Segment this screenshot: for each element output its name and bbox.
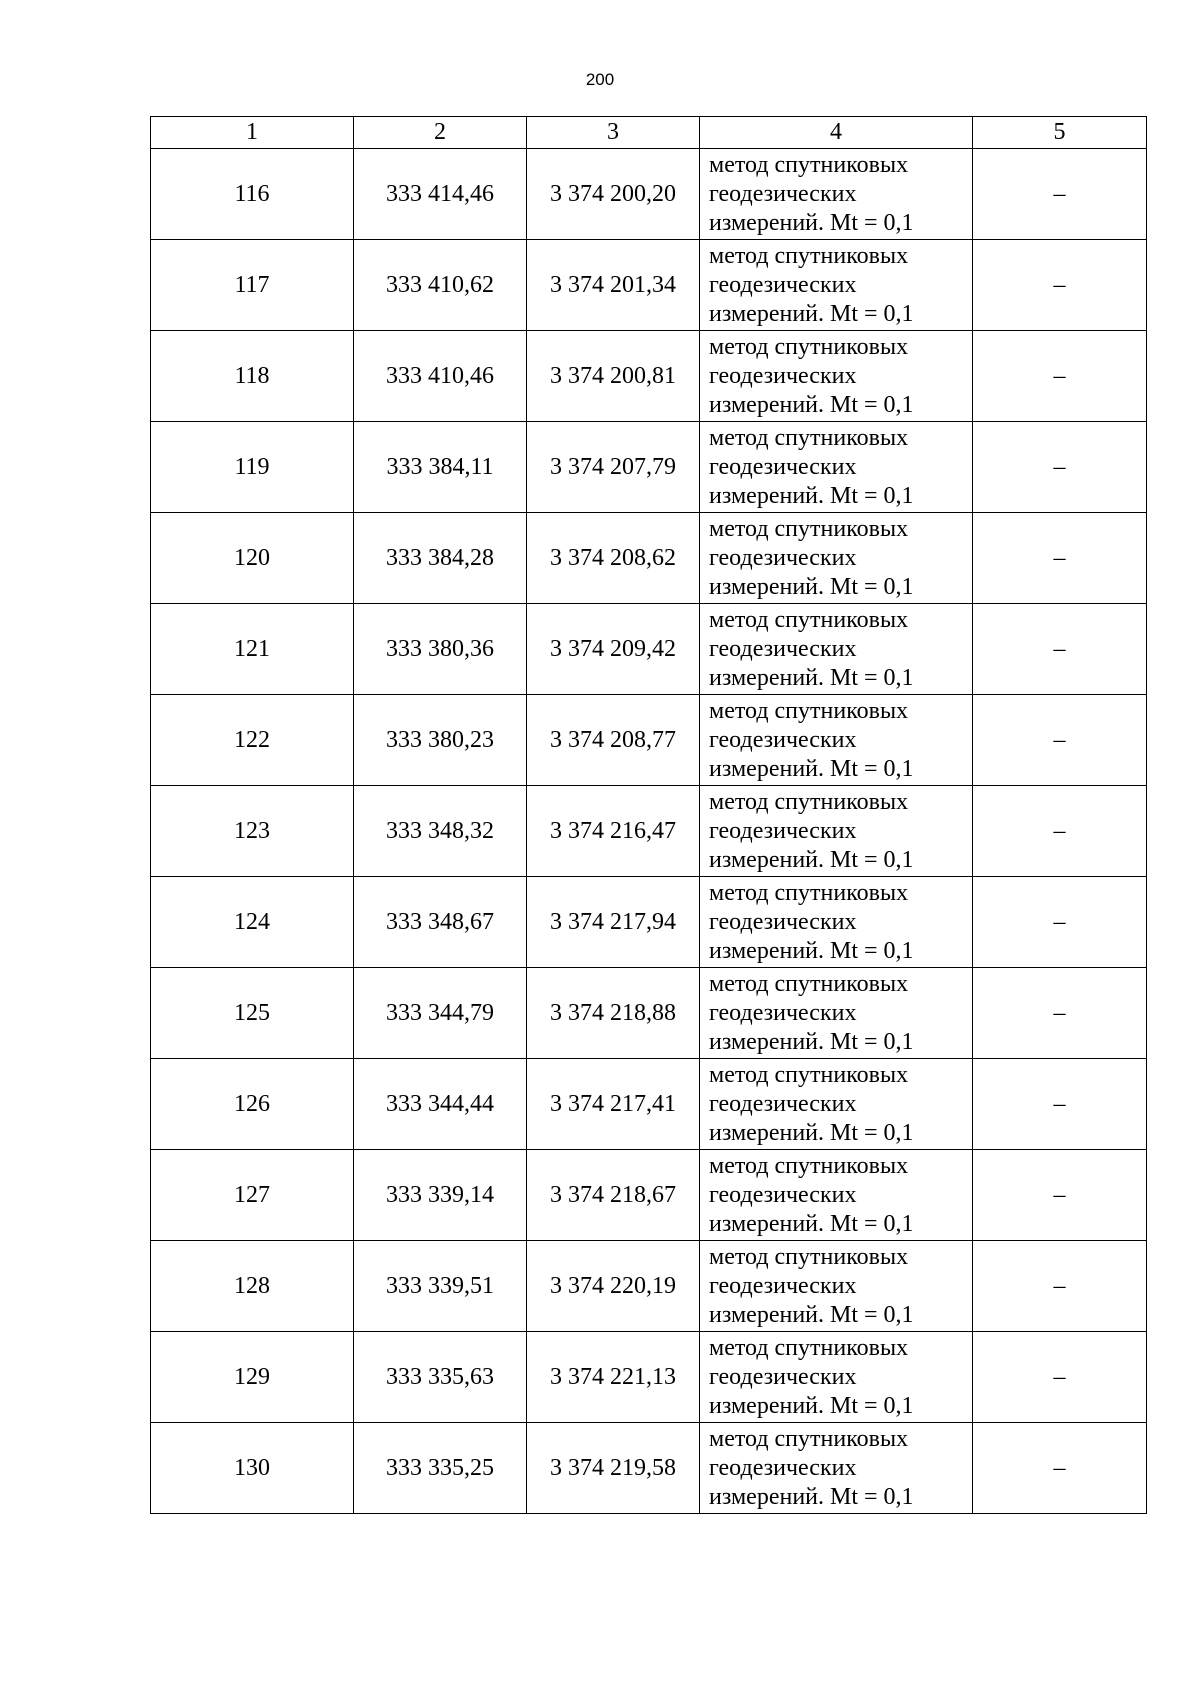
method-line: геодезических <box>709 817 857 844</box>
method-line: геодезических <box>709 271 857 298</box>
note-cell: – <box>973 968 1147 1059</box>
method-line: геодезических <box>709 453 857 480</box>
table-row <box>151 786 1147 877</box>
y-coordinate-cell: 3 374 216,47 <box>527 786 700 877</box>
method-line: метод спутниковых <box>709 515 909 542</box>
x-coordinate-cell: 333 335,25 <box>354 1423 527 1514</box>
y-coordinate-cell: 3 374 218,88 <box>527 968 700 1059</box>
x-coordinate-cell: 333 384,11 <box>354 422 527 513</box>
method-line: метод спутниковых <box>709 970 909 997</box>
y-coordinate-cell: 3 374 200,81 <box>527 331 700 422</box>
column-header-5: 5 <box>973 117 1147 149</box>
table-row <box>151 1150 1147 1241</box>
method-line: метод спутниковых <box>709 1334 909 1361</box>
method-cell <box>700 786 973 877</box>
table-row <box>151 877 1147 968</box>
method-cell <box>700 240 973 331</box>
point-number-cell: 125 <box>151 968 354 1059</box>
point-number-cell: 122 <box>151 695 354 786</box>
x-coordinate-cell: 333 410,62 <box>354 240 527 331</box>
note-cell: – <box>973 331 1147 422</box>
method-line: геодезических <box>709 908 857 935</box>
method-line: метод спутниковых <box>709 1425 909 1452</box>
method-line: измерений. Mt = 0,1 <box>709 482 914 509</box>
point-number-cell: 129 <box>151 1332 354 1423</box>
y-coordinate-cell: 3 374 208,62 <box>527 513 700 604</box>
y-coordinate-cell: 3 374 219,58 <box>527 1423 700 1514</box>
page-number: 200 <box>585 70 615 89</box>
point-number-cell: 116 <box>151 149 354 240</box>
method-line: метод спутниковых <box>709 1061 909 1088</box>
method-line: геодезических <box>709 999 857 1026</box>
table-row <box>151 1241 1147 1332</box>
table-row <box>151 604 1147 695</box>
y-coordinate-cell: 3 374 217,94 <box>527 877 700 968</box>
y-coordinate-cell: 3 374 200,20 <box>527 149 700 240</box>
method-cell <box>700 1059 973 1150</box>
method-line: геодезических <box>709 726 857 753</box>
table-row <box>151 1059 1147 1150</box>
point-number-cell: 126 <box>151 1059 354 1150</box>
note-cell: – <box>973 1150 1147 1241</box>
x-coordinate-cell: 333 344,79 <box>354 968 527 1059</box>
method-line: метод спутниковых <box>709 1243 909 1270</box>
table-body <box>151 149 1147 1514</box>
method-line: измерений. Mt = 0,1 <box>709 937 914 964</box>
method-cell <box>700 1241 973 1332</box>
y-coordinate-cell: 3 374 221,13 <box>527 1332 700 1423</box>
table-row <box>151 331 1147 422</box>
x-coordinate-cell: 333 348,67 <box>354 877 527 968</box>
method-line: метод спутниковых <box>709 424 909 451</box>
note-cell: – <box>973 149 1147 240</box>
method-line: геодезических <box>709 180 857 207</box>
method-cell <box>700 877 973 968</box>
point-number-cell: 121 <box>151 604 354 695</box>
x-coordinate-cell: 333 339,51 <box>354 1241 527 1332</box>
method-line: геодезических <box>709 1363 857 1390</box>
y-coordinate-cell: 3 374 220,19 <box>527 1241 700 1332</box>
x-coordinate-cell: 333 380,36 <box>354 604 527 695</box>
method-line: метод спутниковых <box>709 879 909 906</box>
column-header-2: 2 <box>354 117 527 149</box>
method-line: метод спутниковых <box>709 788 909 815</box>
x-coordinate-cell: 333 348,32 <box>354 786 527 877</box>
method-line: метод спутниковых <box>709 1152 909 1179</box>
method-cell <box>700 695 973 786</box>
y-coordinate-cell: 3 374 208,77 <box>527 695 700 786</box>
x-coordinate-cell: 333 339,14 <box>354 1150 527 1241</box>
y-coordinate-cell: 3 374 209,42 <box>527 604 700 695</box>
method-line: геодезических <box>709 1454 857 1481</box>
method-cell <box>700 513 973 604</box>
point-number-cell: 124 <box>151 877 354 968</box>
method-line: метод спутниковых <box>709 697 909 724</box>
column-header-3: 3 <box>527 117 700 149</box>
method-line: геодезических <box>709 1272 857 1299</box>
point-number-cell: 117 <box>151 240 354 331</box>
note-cell: – <box>973 513 1147 604</box>
method-line: измерений. Mt = 0,1 <box>709 1483 914 1510</box>
note-cell: – <box>973 1059 1147 1150</box>
x-coordinate-cell: 333 410,46 <box>354 331 527 422</box>
table-row <box>151 695 1147 786</box>
y-coordinate-cell: 3 374 207,79 <box>527 422 700 513</box>
table-row <box>151 240 1147 331</box>
table-row <box>151 149 1147 240</box>
method-line: геодезических <box>709 1090 857 1117</box>
method-cell <box>700 1150 973 1241</box>
method-line: метод спутниковых <box>709 242 909 269</box>
x-coordinate-cell: 333 384,28 <box>354 513 527 604</box>
method-line: геодезических <box>709 362 857 389</box>
method-line: измерений. Mt = 0,1 <box>709 664 914 691</box>
table-header-row <box>151 117 1147 149</box>
method-line: измерений. Mt = 0,1 <box>709 755 914 782</box>
method-line: измерений. Mt = 0,1 <box>709 1119 914 1146</box>
point-number-cell: 128 <box>151 1241 354 1332</box>
method-cell <box>700 422 973 513</box>
note-cell: – <box>973 877 1147 968</box>
note-cell: – <box>973 1332 1147 1423</box>
y-coordinate-cell: 3 374 217,41 <box>527 1059 700 1150</box>
method-line: измерений. Mt = 0,1 <box>709 209 914 236</box>
table-row <box>151 1423 1147 1514</box>
note-cell: – <box>973 695 1147 786</box>
method-line: измерений. Mt = 0,1 <box>709 300 914 327</box>
method-line: измерений. Mt = 0,1 <box>709 1392 914 1419</box>
method-cell <box>700 604 973 695</box>
method-line: измерений. Mt = 0,1 <box>709 391 914 418</box>
note-cell: – <box>973 1423 1147 1514</box>
method-line: метод спутниковых <box>709 151 909 178</box>
x-coordinate-cell: 333 335,63 <box>354 1332 527 1423</box>
point-number-cell: 130 <box>151 1423 354 1514</box>
note-cell: – <box>973 786 1147 877</box>
method-line: измерений. Mt = 0,1 <box>709 1210 914 1237</box>
column-header-4: 4 <box>700 117 973 149</box>
table-row <box>151 513 1147 604</box>
method-cell <box>700 1423 973 1514</box>
method-line: измерений. Mt = 0,1 <box>709 1301 914 1328</box>
method-cell <box>700 331 973 422</box>
coordinates-table <box>150 116 1147 1514</box>
method-line: измерений. Mt = 0,1 <box>709 846 914 873</box>
y-coordinate-cell: 3 374 218,67 <box>527 1150 700 1241</box>
method-line: измерений. Mt = 0,1 <box>709 573 914 600</box>
method-cell <box>700 149 973 240</box>
x-coordinate-cell: 333 344,44 <box>354 1059 527 1150</box>
method-line: измерений. Mt = 0,1 <box>709 1028 914 1055</box>
method-line: геодезических <box>709 1181 857 1208</box>
point-number-cell: 127 <box>151 1150 354 1241</box>
point-number-cell: 118 <box>151 331 354 422</box>
column-header-1: 1 <box>151 117 354 149</box>
point-number-cell: 119 <box>151 422 354 513</box>
note-cell: – <box>973 604 1147 695</box>
method-line: геодезических <box>709 635 857 662</box>
method-cell <box>700 1332 973 1423</box>
method-cell <box>700 968 973 1059</box>
x-coordinate-cell: 333 380,23 <box>354 695 527 786</box>
note-cell: – <box>973 1241 1147 1332</box>
method-line: геодезических <box>709 544 857 571</box>
point-number-cell: 123 <box>151 786 354 877</box>
table-row <box>151 1332 1147 1423</box>
note-cell: – <box>973 240 1147 331</box>
table-row <box>151 968 1147 1059</box>
method-line: метод спутниковых <box>709 333 909 360</box>
x-coordinate-cell: 333 414,46 <box>354 149 527 240</box>
point-number-cell: 120 <box>151 513 354 604</box>
table-row <box>151 422 1147 513</box>
y-coordinate-cell: 3 374 201,34 <box>527 240 700 331</box>
note-cell: – <box>973 422 1147 513</box>
method-line: метод спутниковых <box>709 606 909 633</box>
